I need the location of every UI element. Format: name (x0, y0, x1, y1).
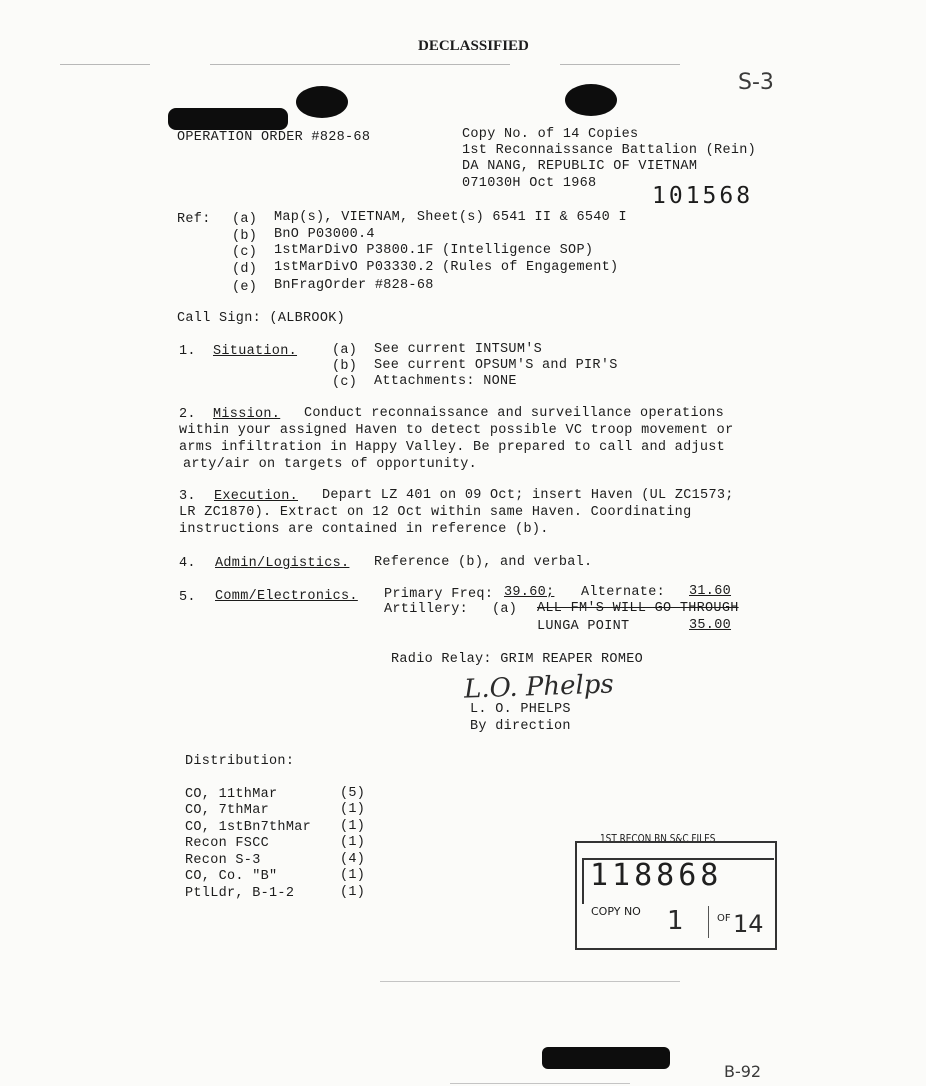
ref-label: Ref: (177, 212, 211, 227)
redaction-blot (565, 84, 617, 116)
stamp-divider (708, 906, 709, 938)
datetime-line: 071030H Oct 1968 (462, 176, 597, 191)
primary-freq-label: Primary Freq: (384, 587, 494, 602)
stamp-copy-value: 1 (667, 906, 684, 936)
location-line: DA NANG, REPUBLIC OF VIETNAM (462, 159, 698, 174)
distribution-count: (4) (340, 852, 366, 867)
execution-heading: Execution. (214, 489, 299, 504)
corner-mark: S-3 (738, 70, 774, 95)
lunga-point-value: 35.00 (689, 618, 732, 633)
alternate-freq-value: 31.60 (689, 584, 732, 599)
document-number: 101568 (652, 183, 754, 209)
distribution-to: PtlLdr, B-1-2 (185, 886, 295, 901)
artillery-label: Artillery: (384, 602, 469, 617)
order-title: OPERATION ORDER #828-68 (177, 130, 371, 145)
situation-key-c: (c) (332, 375, 358, 390)
execution-line-3: instructions are contained in reference (b). (179, 522, 549, 537)
admin-number: 4. (179, 556, 196, 571)
ref-key-d: (d) (232, 262, 258, 277)
artillery-key: (a) (492, 602, 518, 617)
distribution-title: Distribution: (185, 754, 295, 769)
distribution-to: CO, 1stBn7thMar (185, 820, 312, 835)
redaction-bar (168, 108, 288, 130)
ref-key-a: (a) (232, 212, 258, 227)
mission-line-3: arms infiltration in Happy Valley. Be prepared to call and adjust (179, 440, 726, 455)
distribution-to: Recon S-3 (185, 853, 261, 868)
situation-text-c: Attachments: NONE (374, 374, 517, 389)
execution-number: 3. (179, 489, 196, 504)
distribution-count: (1) (340, 802, 366, 817)
copy-line: Copy No. of 14 Copies (462, 127, 639, 142)
distribution-count: (1) (340, 835, 366, 850)
situation-key-a: (a) (332, 343, 358, 358)
distribution-to: CO, 11thMar (185, 787, 278, 802)
stamp-of-label: OF (717, 913, 731, 924)
lunga-point-label: LUNGA POINT (537, 619, 630, 634)
scan-noise (60, 64, 150, 65)
scan-noise (210, 64, 510, 65)
ref-text-a: Map(s), VIETNAM, Sheet(s) 6541 II & 6540 I (274, 210, 627, 225)
artillery-text: ALL FM'S WILL GO THROUGH (537, 601, 739, 616)
footer-page-mark: B-92 (724, 1062, 762, 1081)
ref-text-e: BnFragOrder #828-68 (274, 278, 434, 293)
distribution-count: (1) (340, 868, 366, 883)
admin-text: Reference (b), and verbal. (374, 555, 593, 570)
signature: L.O. Phelps (463, 669, 615, 705)
declassified-heading: DECLASSIFIED (418, 38, 529, 54)
distribution-count: (1) (340, 819, 366, 834)
situation-text-a: See current INTSUM'S (374, 342, 543, 357)
ref-text-b: BnO P03000.4 (274, 227, 375, 242)
distribution-count: (1) (340, 885, 366, 900)
situation-text-b: See current OPSUM'S and PIR'S (374, 358, 618, 373)
distribution-to: Recon FSCC (185, 836, 270, 851)
radio-relay: Radio Relay: GRIM REAPER ROMEO (391, 652, 644, 667)
redaction-bar (542, 1047, 670, 1069)
scan-noise (560, 64, 680, 65)
unit-line: 1st Reconnaissance Battalion (Rein) (462, 143, 757, 158)
comm-number: 5. (179, 590, 196, 605)
distribution-to: CO, 7thMar (185, 803, 270, 818)
stamp-copy-label: COPY NO (591, 905, 641, 918)
admin-heading: Admin/Logistics. (215, 556, 350, 571)
situation-number: 1. (179, 344, 196, 359)
stamp-title: 1ST RECON BN S&C FILES (600, 832, 716, 845)
distribution-to: CO, Co. "B" (185, 869, 278, 884)
situation-key-b: (b) (332, 359, 358, 374)
mission-heading: Mission. (213, 407, 281, 422)
primary-freq-value: 39.60; (504, 585, 555, 600)
comm-heading: Comm/Electronics. (215, 589, 358, 604)
mission-line-2: within your assigned Haven to detect possible VC troop movement or (179, 423, 734, 438)
redaction-blot (296, 86, 348, 118)
mission-line-1: Conduct reconnaissance and surveillance operations (304, 406, 725, 421)
signer-direction: By direction (470, 719, 571, 734)
alternate-freq-label: Alternate: (581, 585, 666, 600)
ref-text-c: 1stMarDivO P3800.1F (Intelligence SOP) (274, 243, 594, 258)
execution-line-2: LR ZC1870). Extract on 12 Oct within same Haven. Coordinating (179, 505, 692, 520)
scan-noise (380, 981, 680, 982)
ref-key-b: (b) (232, 229, 258, 244)
execution-line-1: Depart LZ 401 on 09 Oct; insert Haven (UL ZC1573; (322, 488, 734, 503)
distribution-count: (5) (340, 786, 366, 801)
signer-name: L. O. PHELPS (470, 702, 571, 717)
stamp-of-value: 14 (733, 910, 764, 938)
mission-line-4: arty/air on targets of opportunity. (183, 457, 478, 472)
ref-key-e: (e) (232, 280, 258, 295)
ref-text-d: 1stMarDivO P03330.2 (Rules of Engagement) (274, 260, 619, 275)
ref-key-c: (c) (232, 245, 258, 260)
stamp-number: 118868 (590, 858, 723, 893)
mission-number: 2. (179, 407, 196, 422)
situation-heading: Situation. (213, 344, 298, 359)
scan-noise (450, 1083, 630, 1084)
call-sign: Call Sign: (ALBROOK) (177, 311, 346, 326)
